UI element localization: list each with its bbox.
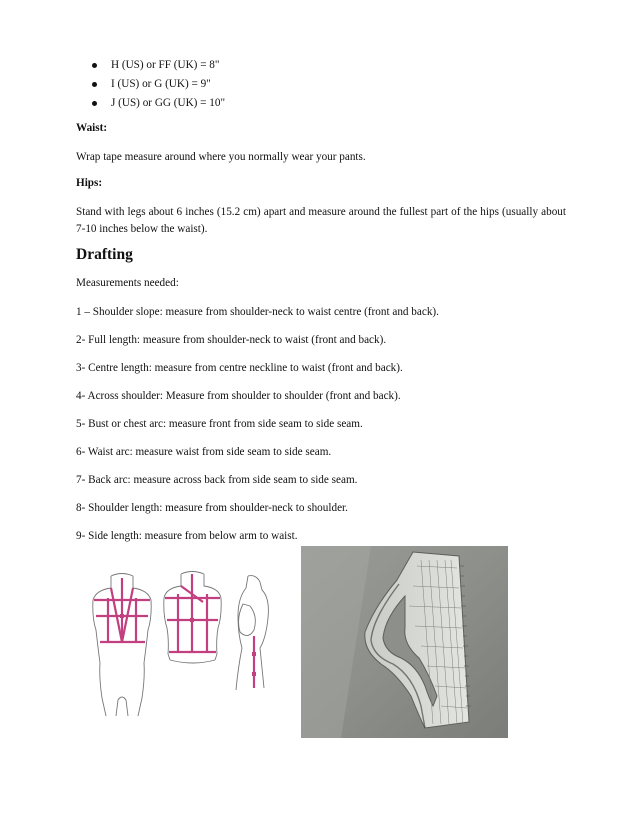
measurement-item: 8- Shoulder length: measure from shoulder-neck to shoulder. [76,502,348,514]
hips-heading: Hips: [76,177,103,189]
curve-ruler-photo [301,546,508,738]
list-item [92,96,225,115]
measurement-item: 1 – Shoulder slope: measure from shoulder-neck to waist centre (front and back). [76,306,439,318]
body-form-outlines [93,572,269,717]
drafting-heading: Drafting [76,246,133,263]
list-item [92,58,225,77]
measurement-item: 4- Across shoulder: Measure from shoulder to shoulder (front and back). [76,390,401,402]
measurement-item: 3- Centre length: measure from centre neckline to waist (front and back). [76,362,403,374]
body-measurement-illustration [78,568,300,718]
measurement-lines [94,574,254,688]
waist-text: Wrap tape measure around where you normally wear your pants. [76,151,366,163]
measurements-intro: Measurements needed: [76,277,179,289]
list-item [92,77,225,96]
measurement-item: 7- Back arc: measure across back from side seam to side seam. [76,474,358,486]
hips-text: Stand with legs about 6 inches (15.2 cm) apart and measure around the fullest part of the hips (usually about 7-10 inches below the waist). [76,206,566,235]
cup-size-list [92,58,225,115]
measurement-item: 5- Bust or chest arc: measure front from side seam to side seam. [76,418,363,430]
measurement-item: 2- Full length: measure from shoulder-neck to waist (front and back). [76,334,387,346]
bullet-icon [92,82,97,87]
bullet-icon [92,63,97,68]
bullet-icon [92,101,97,106]
measurement-item: 9- Side length: measure from below arm to waist. [76,530,298,542]
measurement-markers [120,614,256,676]
list-item-text: I (US) or G (UK) = 9" [111,78,211,90]
list-item-text: J (US) or GG (UK) = 10" [111,97,226,109]
waist-heading: Waist: [76,122,108,134]
measurement-item: 6- Waist arc: measure waist from side seam to side seam. [76,446,332,458]
list-item-text: H (US) or FF (UK) = 8" [111,59,220,71]
